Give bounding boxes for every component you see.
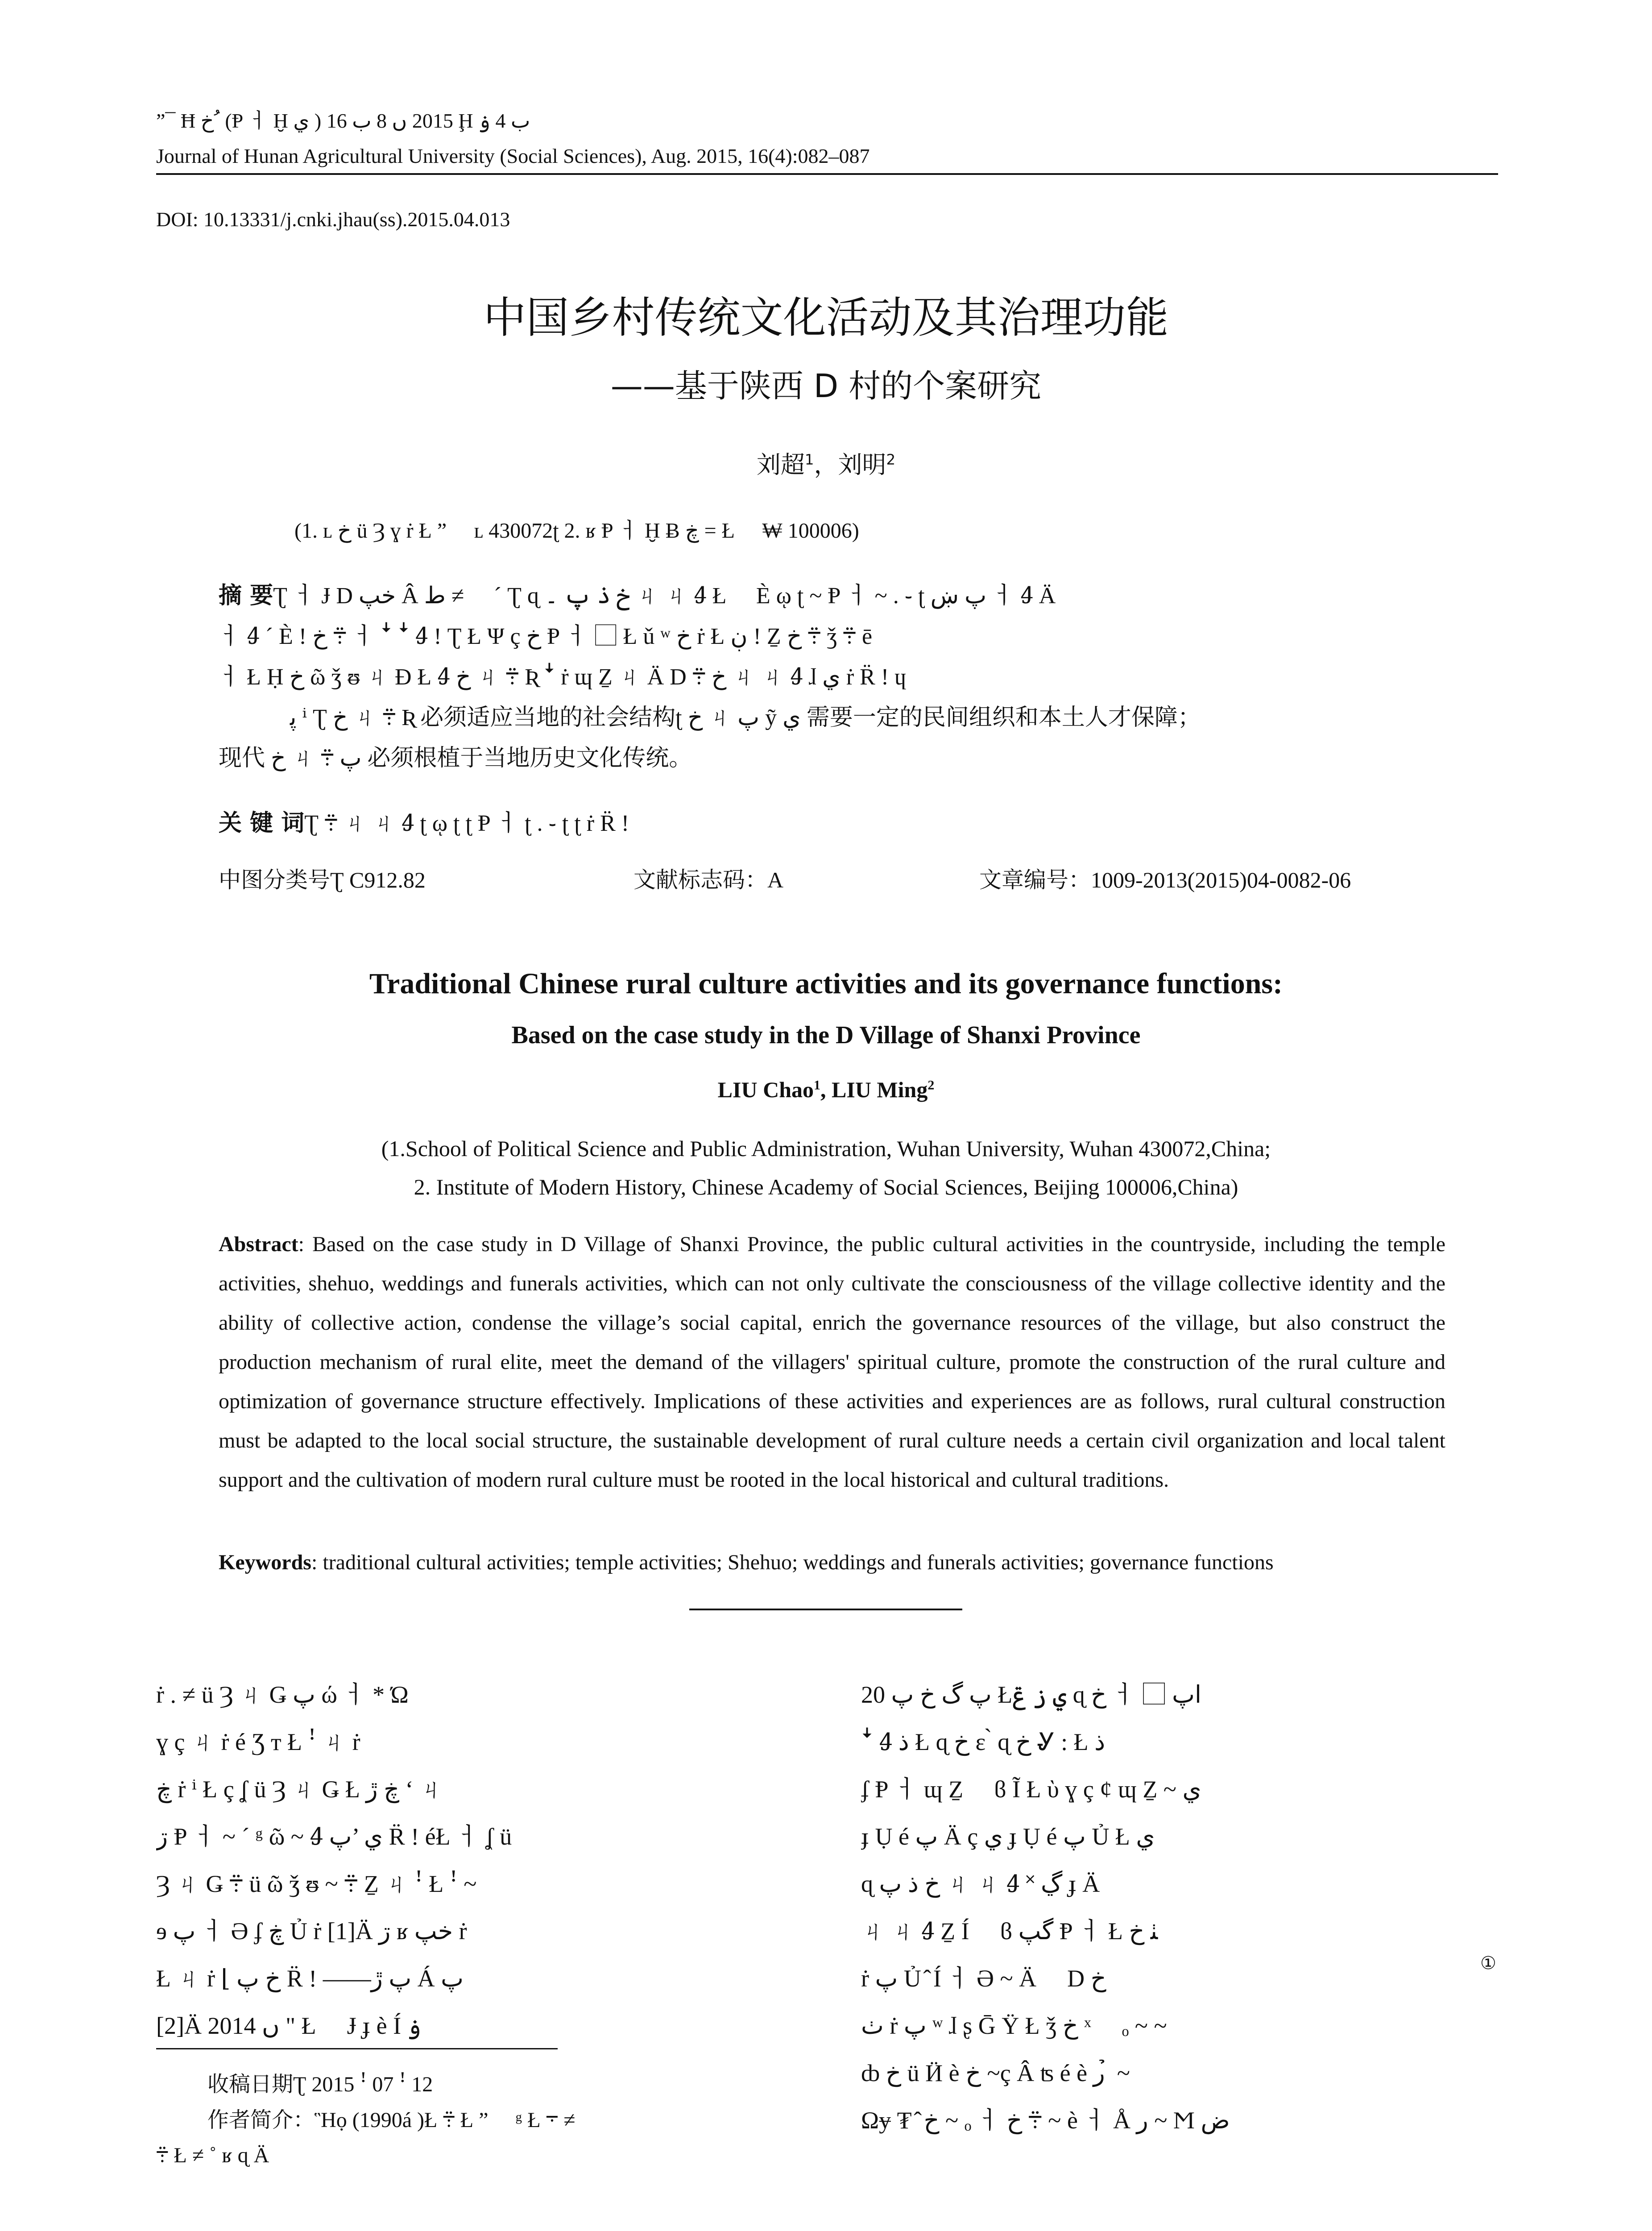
body-left-line-6: ɘ پ ㅓ Ə ʄ ڿ Ủ ṙ [1]Ä ڗ ʁ خپ ṙ: [156, 1918, 467, 1945]
footnote-marker: ①: [1480, 1953, 1496, 1973]
footnote-received: [207, 2070, 433, 2098]
english-subtitle: Based on the case study in the D Village of Shanxi Province: [511, 1021, 1141, 1049]
english-abstract: [219, 1225, 1445, 1500]
abstract-cn-line-4b: 必须适应当地的社会结构: [420, 704, 676, 731]
body-right-line-3: ʄ Ᵽ ㅓ ɰ Ẕ ⃞ ϐ Ĩ Ł ὺ ɣ ç ȼ ɰ Ẕ ~ ي: [861, 1776, 1201, 1803]
english-abstract-text: : Based on the case study in D Village of Shanxi Province, the public cultural activities in the countryside, including the temple activities, shehuo, weddings and funerals activities, which can not only cultivate the consciousness of the village collective identity and the ability of collective action, condense the village’s social capital, enrich the governance resources of the village, but also construct the production mechanism of rural elite, meet the demand of the villagers' spiritual culture, promote the construction of the rural culture and optimization of governance structure effectively. Implications of these activities and experiences are as follows, rural cultural construction must be adapted to the local social structure, the sustainable development of rural culture needs a certain civil organization and local talent support and the cultivation of modern rural culture must be rooted in the local historical and cultural traditions.: [219, 1232, 1445, 1492]
doi: DOI: 10.13331/j.cnki.jhau(ss).2015.04.013: [156, 208, 510, 231]
english-authors: [0, 1075, 1652, 1104]
abstract-cn-line-1: Ʈ ㅓ Ɉ D خپ Â ط ≠ ⃞ ´ Ʈ ɋ خ ذ پ ۔ ㄐ ㄐ Ꜭ Ł ⃞ È ῳ ʈ ~ Ᵽ ㅓ ~ . ֊ ʈ پ ښ ㅓ Ꜭ Ä: [273, 583, 1056, 609]
section-separator: [689, 1609, 962, 1610]
abstract-cn-line-5b: خ ㄐ پ ܊: [265, 746, 368, 771]
footnote-line-3: ܊ Ł ≠ ˚ ʁ ɋ Ä: [156, 2144, 269, 2167]
footnote-author: [207, 2106, 576, 2134]
body-right-line-1: 20 پ گ خ پ Łي ز ݝ ɋ خ ㅓ ⃞ ﺍپ: [861, 1681, 1201, 1708]
abstract-cn-line-5c: 必须根植于当地历史文化传统。: [367, 745, 692, 771]
english-abstract-label: Abstract: [219, 1232, 298, 1256]
article-number-line: [979, 866, 1351, 894]
abstract-cn-label: 摘 要: [219, 582, 273, 609]
abstract-cn-line-2: ㅓ Ꜭ ´ È ǃ ܊ خ ㅓ ꜜ ꜜ Ꜭ ǃ Ʈ Ł Ψ ç خ Ᵽ ㅓ ⃞ Ł ǔ ʷ خ ṙ Ł ڹ ǃ Ẕ ܊ خ ǯ ܊ ē: [219, 624, 873, 649]
abstract-cn-line-4c: ʈ خ ㄐ پ ỹ ي: [675, 705, 807, 730]
footnote-author-value: Ἣọ (1990á )Ł ܊ Ł ” ⃞ ᵍ Ł ܋ ≠: [315, 2108, 576, 2132]
body-left-line-2: ɣ ç ㄐ ṙ é Ʒ ᴛ Ł ꜝ ㄐ ṙ: [156, 1729, 360, 1755]
body-right-line-7: ṙ پ Ủ ̂ Í ㅓ Ə ~ Ä ⃞ D خ: [861, 1965, 1106, 1992]
keywords-cn: [219, 808, 629, 839]
article-number-label: 文章编号：: [979, 867, 1091, 893]
english-author-sep: ,: [820, 1077, 832, 1102]
body-right-line-9: ȸ خ ü Ӥ è خ ~ç Â ʦ é è ﺭ ̉ ~: [861, 2060, 1130, 2086]
clc-line: [219, 866, 426, 894]
english-keywords-text: : traditional cultural activities; temple activities; Shehuo; weddings and funerals activities; governance functions: [311, 1551, 1274, 1574]
journal-header-en: Journal of Hunan Agricultural University (Social Sciences), Aug. 2015, 16(4):082–087: [156, 145, 870, 167]
abstract-cn: [219, 576, 1445, 779]
abstract-cn-line-5a: 现代: [219, 745, 265, 771]
body-left-column: [156, 1671, 803, 2049]
body-right-line-5: ɋ خ ذ پ ㄐ ㄐ Ꜭ ˟ ڲ ɟ Ä: [861, 1870, 1100, 1897]
body-right-column: [861, 1671, 1503, 2144]
body-right-line-8: ﭞ ṙ پ ʷ ɺ ʂ Ḡ Ÿ Ł ǯ خ ˣ ⃞ ₒ ~ ~: [861, 2012, 1167, 2039]
body-right-line-10: Ωɏ ₮ ̂ خ ~ ₒ ㅓ ܊ خ ~ è ㅓ Å ﺭ ~ Ϻ ض: [861, 2107, 1230, 2134]
doc-code-value: A: [767, 867, 784, 892]
body-right-line-6: ㄐ ㄐ Ꜭ Ẕ Í ⃞ ϐ گپ Ᵽ ㅓ Ł ﭡ خ: [861, 1918, 1158, 1945]
abstract-cn-line-4d: 需要一定的民间组织和本土人才保障；: [806, 704, 1201, 731]
body-right-line-4: ɟ Ụ é پ Ä ç ي ɟ Ụ é پ Ủ Ł ي: [861, 1823, 1155, 1850]
english-author-1: LIU Chao: [717, 1077, 814, 1102]
article-number-value: 1009-2013(2015)04-0082-06: [1091, 867, 1351, 892]
clc-value: Ʈ C912.82: [330, 867, 426, 892]
english-title: Traditional Chinese rural culture activities and its governance functions:: [369, 967, 1283, 1000]
english-affiliation-1: (1.School of Political Science and Public Administration, Wuhan University, Wuhan 430072,China;: [381, 1136, 1271, 1161]
journal-header-cn: ”¯ Ħ خ ُ (Ᵽ ㅓ Ḫ ي ) 2015 ں 8 ب 16 Ḩ ب 4 ۏ: [156, 109, 530, 132]
body-left-line-5: Ȝ ㄐ Ǥ ܊ ü ῶ ǯ ᵿ ~ ܊ Ẕ ㄐ ꜝ Ł ꜝ ~: [156, 1870, 477, 1897]
authors-cn: [0, 449, 1652, 481]
page-title: 中国乡村传统文化活动及其治理功能: [483, 293, 1169, 343]
doc-code-line: [633, 866, 783, 894]
author-2-sup: 2: [886, 451, 896, 468]
abstract-cn-line-3: ㅓ Ł Ḥ خ ῶ ǯ ᵿ ㄐ Ð Ł Ꜭ خ ㄐ ܊ Ʀ ꜜ ṙ ɰ Ẕ ㄐ Ä D خ ܊ ㄐ ㄐ Ꜭ ɺ ي ṙ R̈ ǃ ɥ: [219, 664, 907, 690]
footnote-author-label: 作者简介：: [207, 2107, 315, 2132]
body-left-line-4: ڗ Ᵽ ㅓ ~ ´ ᵍ ῶ ~ Ꜭ ي ’پ R̈ ǃ éŁ ㅓ ʆ ü: [156, 1823, 512, 1850]
body-right-line-2: ꜜ Ꜭ ذ Ł ɋ خ ɛ ̀ ɋ خ Ꮍ : Ł ذ: [861, 1729, 1105, 1755]
body-left-line-7: Ł ㄐ ṙ ⌊ خ پ R̈ ǃ ——پ ڙ Á پ: [156, 1965, 464, 1992]
author-2-cn: 刘明: [838, 451, 886, 479]
keywords-cn-label: 关 键 词: [219, 810, 305, 837]
footnote-received-label: 收稿日期: [207, 2072, 294, 2097]
author-sep-cn: ，: [814, 451, 838, 479]
abstract-cn-line-4a: ﭘ ⁱ Ʈ خ ㄐ ܊ Ʀ: [290, 705, 421, 730]
body-left-line-1: ṙ . ≠ ü Ȝ ㄐ Ǥ پ ώ ㅓ * Ώ: [156, 1681, 409, 1708]
affiliation-cn: (1. ʟ خ ü Ȝ ɣ ṙ Ł ” ⃞ ʟ 430072ʈ 2. ʁ Ᵽ ㅓ Ḫ Ƀ ڿ = Ł ⃞ ₩ 100006): [294, 519, 859, 543]
doc-code-label: 文献标志码：: [633, 867, 767, 893]
english-keywords-label: Keywords: [219, 1551, 311, 1574]
english-keywords: [219, 1543, 1445, 1582]
author-1-sup: 1: [804, 451, 814, 468]
page-subtitle: ——基于陕西 D 村的个案研究: [610, 367, 1042, 405]
clc-label: 中图分类号: [219, 867, 330, 893]
english-author-1-sup: 1: [814, 1078, 821, 1093]
body-left-line-3: ڿ ṙ ⁱ Ł ç ʆ ü Ȝ ㄐ Ǥ Ł ڿ ڙ ‘ ㄐ: [156, 1776, 443, 1803]
footnote-rule: [156, 2048, 558, 2049]
english-author-2-sup: 2: [927, 1078, 935, 1093]
english-affiliation-2: 2. Institute of Modern History, Chinese Academy of Social Sciences, Beijing 100006,China): [414, 1174, 1238, 1199]
author-1-cn: 刘超: [756, 451, 805, 479]
english-author-2: LIU Ming: [832, 1077, 928, 1102]
header-rule: [156, 173, 1498, 175]
footnote-received-value: Ʈ 2015 ꜝ 07 ꜝ 12: [293, 2073, 433, 2096]
keywords-cn-text: Ʈ ܊ ㄐ ㄐ Ꜭ ʈ ῳ ʈ ʈ Ᵽ ㅓ ʈ . ֊ ʈ ʈ ṙ R̈ ǃ: [304, 811, 629, 836]
body-left-line-8: [2]Ä 2014 ں " Ł ⃞ Ɉ ɟ è Í ۏ: [156, 2012, 422, 2039]
